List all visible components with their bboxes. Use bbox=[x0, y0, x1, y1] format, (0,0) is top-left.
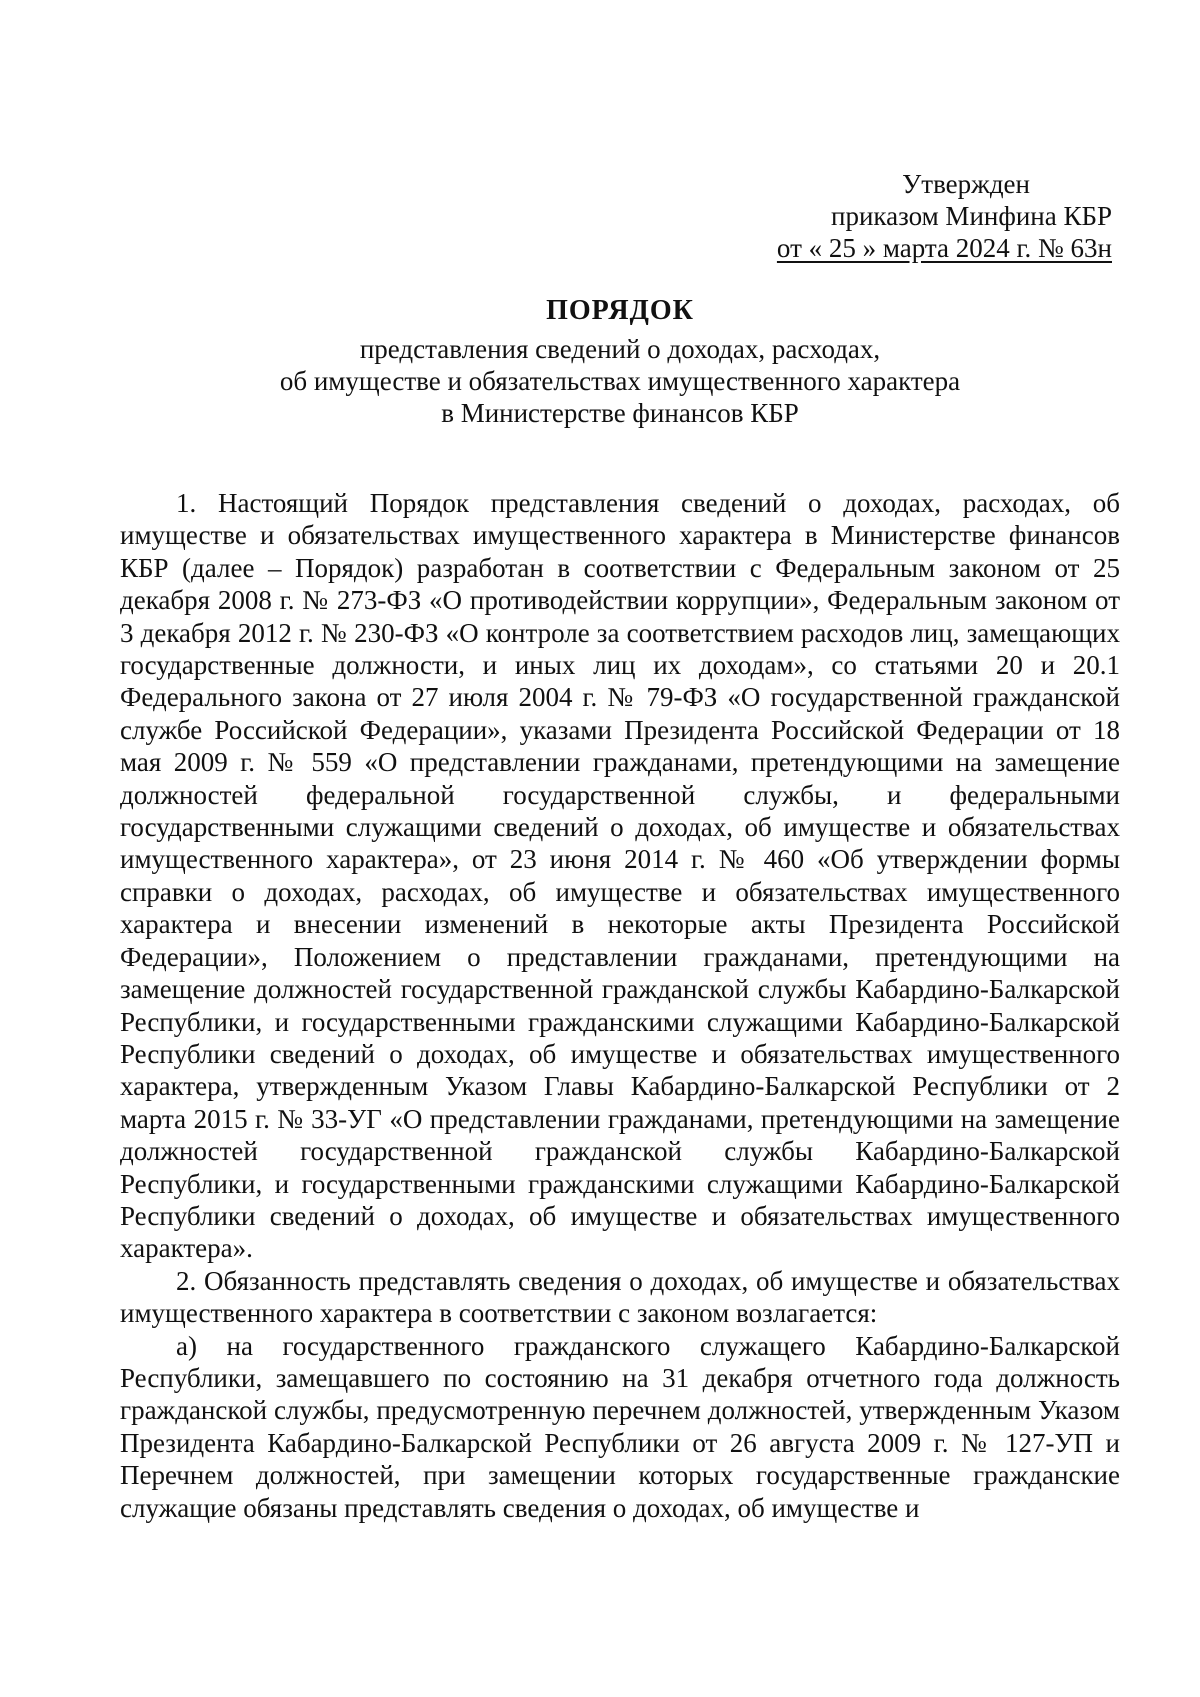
paragraph-2: 2. Обязанность представлять сведения о доходах, об имуществе и обязательствах имущественного характера в соответствии с законом возлагается: bbox=[120, 1265, 1120, 1329]
approval-line-order: приказом Минфина КБР bbox=[831, 201, 1112, 231]
title-subtitle-line-2: об имуществе и обязательствах имущественного характера bbox=[279, 366, 961, 396]
approval-line-date-number: от « 25 » марта 2024 г. № 63н bbox=[776, 233, 1112, 263]
approval-line-approved: Утвержден bbox=[902, 169, 1030, 199]
document-body bbox=[120, 487, 1120, 1524]
title-subtitle-line-3: в Министерстве финансов КБР bbox=[441, 398, 799, 428]
document-title bbox=[120, 295, 1120, 429]
title-heading: ПОРЯДОК bbox=[546, 295, 694, 326]
paragraph-1: 1. Настоящий Порядок представления сведений о доходах, расходах, об имуществе и обязательствах имущественного характера в Министерстве финансов КБР (далее – Порядок) разработан в соответствии с Федеральным законом от 25 декабря 2008 г. № 273-ФЗ «О противодействии коррупции», Федеральным законом от 3 декабря 2012 г. № 230-ФЗ «О контроле за соответствием расходов лиц, замещающих государственные должности, и иных лиц их доходам», со статьями 20 и 20.1 Федерального закона от 27 июля 2004 г. № 79-ФЗ «О государственной гражданской службе Российской Федерации», указами Президента Российской Федерации от 18 мая 2009 г. № 559 «О представлении гражданами, претендующими на замещение должностей федеральной государственной службы, и федеральными государственными служащими сведений о доходах, об имуществе и обязательствах имущественного характера», от 23 июня 2014 г. № 460 «Об утверждении формы справки о доходах, расходах, об имуществе и обязательствах имущественного характера и внесении изменений в некоторые акты Президента Российской Федерации», Положением о представлении гражданами, претендующими на замещение должностей государственной гражданской службы Кабардино-Балкарской Республики, и государственными гражданскими служащими Кабардино-Балкарской Республики сведений о доходах, об имуществе и обязательствах имущественного характера, утвержденным Указом Главы Кабардино-Балкарской Республики от 2 марта 2015 г. № 33-УГ «О представлении гражданами, претендующими на замещение должностей государственной гражданской службы Кабардино-Балкарской Республики, и государственными гражданскими служащими Кабардино-Балкарской Республики сведений о доходах, об имуществе и обязательствах имущественного характера». bbox=[120, 488, 1120, 1264]
title-subtitle-line-1: представления сведений о доходах, расходах, bbox=[359, 334, 881, 364]
approval-stamp bbox=[692, 168, 1112, 264]
paragraph-2a: а) на государственного гражданского служащего Кабардино-Балкарской Республики, замещавшего по состоянию на 31 декабря отчетного года должность гражданской службы, предусмотренную перечнем должностей, утвержденным Указом Президента Кабардино-Балкарской Республики от 26 августа 2009 г. № 127-УП и Перечнем должностей, при замещении которых государственные гражданские служащие обязаны представлять сведения о доходах, об имуществе и bbox=[120, 1330, 1120, 1523]
